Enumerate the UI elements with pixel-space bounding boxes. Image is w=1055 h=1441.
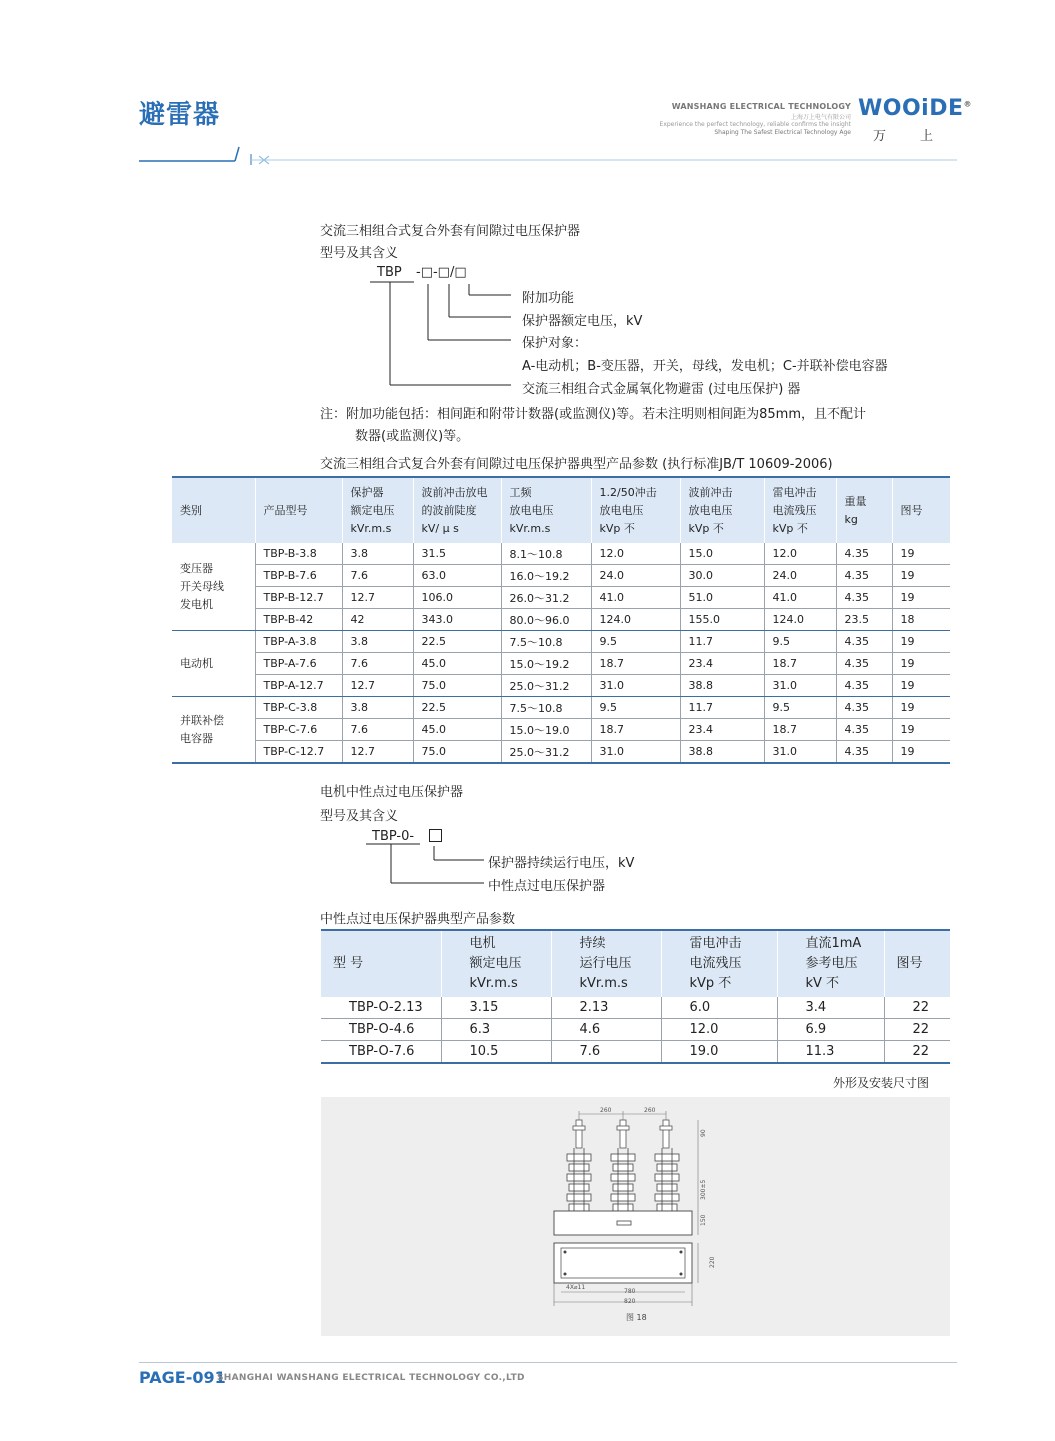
- table1-caption: 交流三相组合式复合外套有间隙过电压保护器典型产品参数 (执行标准JB/T 10609-2006): [320, 457, 833, 472]
- table-cell: 19: [892, 543, 950, 565]
- part2-model-code: TBP-0-: [372, 829, 415, 844]
- logo-cn-2: 上: [920, 129, 934, 144]
- part2-legend-item: 中性点过电压保护器: [488, 879, 606, 894]
- dim-label: 220: [709, 1256, 716, 1268]
- column-header-line: kV 不: [805, 976, 840, 991]
- column-header: [342, 477, 413, 543]
- table-cell: 9.5: [591, 697, 680, 719]
- neutral-protector-table: [321, 929, 950, 1064]
- column-header: [892, 477, 950, 543]
- dim-label: 90: [700, 1129, 707, 1137]
- column-header: [441, 930, 551, 997]
- table-cell: 41.0: [591, 587, 680, 609]
- dim-label: 260: [600, 1107, 612, 1114]
- table-cell: TBP-A-3.8: [255, 631, 342, 653]
- table-cell: 18: [892, 609, 950, 631]
- table-row: [172, 631, 950, 653]
- column-header-line: kg: [844, 512, 858, 526]
- column-header-line: kVr.m.s: [350, 521, 392, 535]
- column-header-line: kVr.m.s: [509, 521, 551, 535]
- table-cell: TBP-A-7.6: [255, 653, 342, 675]
- part1-title: 交流三相组合式复合外套有间隙过电压保护器: [320, 224, 581, 239]
- table-cell: 6.3: [441, 1019, 551, 1041]
- table-cell: 12.0: [764, 543, 836, 565]
- table-cell: 4.35: [836, 741, 892, 764]
- table-cell: 51.0: [680, 587, 764, 609]
- column-header-line: 雷电冲击: [689, 936, 742, 951]
- category-line: 变压器: [180, 561, 213, 575]
- part1-note-line2: 数器(或监测仪)等。: [355, 429, 470, 444]
- table-cell: 23.4: [680, 719, 764, 741]
- dim-label: 4X⌀11: [566, 1284, 586, 1291]
- table-cell: 41.0: [764, 587, 836, 609]
- table-cell: 6.9: [777, 1019, 884, 1041]
- table-cell: 12.7: [342, 741, 413, 764]
- legend-item: A-电动机；B-变压器，开关，母线，发电机；C-并联补偿电容器: [522, 359, 888, 374]
- table-cell: 9.5: [764, 631, 836, 653]
- column-header-line: 放电电压: [688, 503, 733, 517]
- part2-model-diagram: [364, 842, 486, 887]
- table-row: [172, 587, 950, 609]
- table-cell: 7.5～10.8: [501, 697, 591, 719]
- table-cell: 12.0: [661, 1019, 777, 1041]
- table-row: [172, 741, 950, 764]
- table-cell: 23.5: [836, 609, 892, 631]
- column-header-line: kV/ μ s: [421, 521, 459, 535]
- table-cell: 3.8: [342, 697, 413, 719]
- table-row: [321, 1019, 950, 1041]
- table-cell: 19: [892, 719, 950, 741]
- table-cell: 75.0: [413, 675, 501, 697]
- part2-title: 电机中性点过电压保护器: [320, 785, 464, 800]
- table-cell: 24.0: [591, 565, 680, 587]
- column-header-line: 放电电压: [509, 503, 554, 517]
- dim-label: 260: [644, 1107, 656, 1114]
- column-header-line: 电流残压: [772, 503, 817, 517]
- table-cell: 7.6: [342, 719, 413, 741]
- column-header-line: 保护器: [350, 485, 384, 499]
- table-cell: 3.8: [342, 631, 413, 653]
- model-placeholder-box: [429, 829, 442, 842]
- table-cell: 155.0: [680, 609, 764, 631]
- table-cell: 3.4: [777, 997, 884, 1019]
- table-cell: TBP-C-7.6: [255, 719, 342, 741]
- table-cell: 4.35: [836, 543, 892, 565]
- table-cell: 19: [892, 653, 950, 675]
- table-cell: TBP-C-12.7: [255, 741, 342, 764]
- column-header-line: 参考电压: [805, 956, 858, 971]
- table-cell: 19: [892, 565, 950, 587]
- brand-english: WANSHANG ELECTRICAL TECHNOLOGY: [671, 102, 851, 111]
- table-row: [321, 997, 950, 1019]
- table-cell: 31.0: [764, 675, 836, 697]
- column-header-line: kVp 不: [689, 976, 732, 991]
- table-cell: 22: [884, 1019, 950, 1041]
- part1-note-line1: 注：附加功能包括：相间距和附带计数器(或监测仪)等。若未注明则相间距为85mm，且不配计: [320, 407, 867, 422]
- table-cell: 22.5: [413, 631, 501, 653]
- column-header-line: kVp 不: [599, 521, 635, 535]
- column-header: [591, 477, 680, 543]
- table-cell: 4.35: [836, 565, 892, 587]
- table-cell: 19: [892, 587, 950, 609]
- table-cell: 18.7: [764, 719, 836, 741]
- table-row: [172, 609, 950, 631]
- column-header: [551, 930, 661, 997]
- slogan-1: Experience the perfect technology, reliable confirms the insight: [659, 121, 851, 128]
- table-cell: TBP-O-2.13: [321, 997, 441, 1019]
- header-rule: [139, 143, 959, 169]
- table-cell: 31.5: [413, 543, 501, 565]
- column-header: [764, 477, 836, 543]
- column-header-line: kVr.m.s: [579, 976, 628, 991]
- table-cell: 22: [884, 1041, 950, 1064]
- table-cell: 4.35: [836, 587, 892, 609]
- company-logo: [858, 96, 972, 121]
- table-cell: TBP-B-3.8: [255, 543, 342, 565]
- table-cell: 19: [892, 697, 950, 719]
- table-cell: 24.0: [764, 565, 836, 587]
- legend-item: 附加功能: [522, 291, 575, 306]
- column-header-line: 额定电压: [350, 503, 395, 517]
- table-cell: 12.7: [342, 587, 413, 609]
- table-cell: 18.7: [764, 653, 836, 675]
- table-row: [321, 1041, 950, 1064]
- legend-item: 保护器额定电压，kV: [522, 314, 643, 329]
- table-cell: 11.3: [777, 1041, 884, 1064]
- table-cell: 4.35: [836, 675, 892, 697]
- column-header-line: 运行电压: [579, 956, 632, 971]
- slogan-2: Shaping The Safest Electrical Technology Age: [714, 129, 851, 136]
- table-cell: 15.0～19.0: [501, 719, 591, 741]
- column-header-line: 的波前陡度: [421, 503, 477, 517]
- part2-model-heading: 型号及其含义: [320, 809, 399, 824]
- product-spec-table: [172, 476, 950, 764]
- dim-label: 150: [700, 1214, 707, 1226]
- category-line: 发电机: [180, 597, 213, 611]
- column-header-line: 电机: [469, 936, 496, 951]
- column-header: [321, 930, 441, 997]
- figure-label: 图 18: [626, 1313, 647, 1322]
- table-cell: TBP-O-7.6: [321, 1041, 441, 1064]
- table-cell: 3.15: [441, 997, 551, 1019]
- table-cell: 18.7: [591, 653, 680, 675]
- column-header: [172, 477, 255, 543]
- table-cell: 38.8: [680, 675, 764, 697]
- table-cell: 31.0: [764, 741, 836, 764]
- table-row: [172, 653, 950, 675]
- column-header: [884, 930, 950, 997]
- table-cell: 124.0: [764, 609, 836, 631]
- part1-model-code: TBP: [377, 265, 402, 280]
- table-cell: 9.5: [591, 631, 680, 653]
- category-cell: [172, 631, 255, 697]
- column-header-line: 波前冲击: [688, 485, 733, 499]
- table-header-row: [172, 477, 950, 543]
- column-header-line: kVp 不: [688, 521, 724, 535]
- column-header-line: 放电电压: [599, 503, 644, 517]
- category-line: 电容器: [180, 731, 213, 745]
- footer-rule: [139, 1362, 957, 1363]
- drawing-caption: 外形及安装尺寸图: [833, 1076, 930, 1090]
- dim-label: 820: [624, 1298, 636, 1305]
- table-cell: 63.0: [413, 565, 501, 587]
- registered-mark: ®: [963, 99, 973, 109]
- table-cell: 8.1～10.8: [501, 543, 591, 565]
- table-cell: 106.0: [413, 587, 501, 609]
- brand-chinese: 上海万上电气有限公司: [790, 114, 851, 121]
- category-cell: [172, 697, 255, 764]
- table-cell: 4.35: [836, 719, 892, 741]
- table-row: [172, 565, 950, 587]
- table-cell: 7.6: [551, 1041, 661, 1064]
- table-cell: 4.6: [551, 1019, 661, 1041]
- table-cell: 7.6: [342, 565, 413, 587]
- table-cell: 6.0: [661, 997, 777, 1019]
- table-cell: 343.0: [413, 609, 501, 631]
- table-cell: 11.7: [680, 697, 764, 719]
- column-header-line: 类别: [180, 503, 202, 517]
- table-cell: 22.5: [413, 697, 501, 719]
- column-header: [836, 477, 892, 543]
- column-header: [661, 930, 777, 997]
- column-header: [777, 930, 884, 997]
- column-header: [680, 477, 764, 543]
- table-cell: TBP-B-7.6: [255, 565, 342, 587]
- column-header-line: kVr.m.s: [469, 976, 518, 991]
- table-cell: 31.0: [591, 675, 680, 697]
- table-cell: 12.0: [591, 543, 680, 565]
- part1-model-suffix: -□-□/□: [416, 265, 467, 280]
- column-header-line: 额定电压: [469, 956, 522, 971]
- column-header-line: 波前冲击放电: [421, 485, 488, 499]
- table-cell: 4.35: [836, 631, 892, 653]
- category-line: 并联补偿: [180, 713, 224, 727]
- table-header-row: [321, 930, 950, 997]
- table-cell: TBP-A-12.7: [255, 675, 342, 697]
- table-cell: 19.0: [661, 1041, 777, 1064]
- page-number: PAGE-091: [139, 1368, 226, 1387]
- table-cell: 3.8: [342, 543, 413, 565]
- column-header: [413, 477, 501, 543]
- table-cell: 4.35: [836, 697, 892, 719]
- table-cell: 10.5: [441, 1041, 551, 1064]
- table-cell: 23.4: [680, 653, 764, 675]
- table-row: [172, 675, 950, 697]
- part2-legend-item: 保护器持续运行电压，kV: [488, 856, 635, 871]
- table-cell: 12.7: [342, 675, 413, 697]
- category-line: 开关母线: [180, 579, 224, 593]
- column-header-line: kVp 不: [772, 521, 808, 535]
- column-header-line: 重量: [844, 494, 867, 508]
- table-cell: TBP-O-4.6: [321, 1019, 441, 1041]
- column-header-line: 持续: [579, 936, 606, 951]
- legend-item: 保护对象：: [522, 336, 588, 351]
- table-cell: 22: [884, 997, 950, 1019]
- column-header: [255, 477, 342, 543]
- table-cell: 124.0: [591, 609, 680, 631]
- column-header-line: 图号: [896, 956, 923, 971]
- table-cell: 45.0: [413, 653, 501, 675]
- table-cell: 7.6: [342, 653, 413, 675]
- dim-label: 300±5: [700, 1179, 707, 1200]
- table-cell: 19: [892, 675, 950, 697]
- dim-label: 780: [624, 1288, 636, 1295]
- column-header-line: 型 号: [333, 956, 364, 971]
- table-cell: 2.13: [551, 997, 661, 1019]
- table-cell: 80.0～96.0: [501, 609, 591, 631]
- section-title: 避雷器: [139, 100, 221, 130]
- table-row: [172, 543, 950, 565]
- table-cell: 42: [342, 609, 413, 631]
- table-row: [172, 719, 950, 741]
- logo-text: WOOiDE: [858, 96, 964, 121]
- table-cell: 18.7: [591, 719, 680, 741]
- logo-cn-1: 万: [873, 129, 887, 144]
- table-cell: 25.0～31.2: [501, 675, 591, 697]
- table-cell: 11.7: [680, 631, 764, 653]
- category-cell: [172, 543, 255, 631]
- table-cell: 9.5: [764, 697, 836, 719]
- table-cell: 4.35: [836, 653, 892, 675]
- table-cell: 15.0～19.2: [501, 653, 591, 675]
- table-cell: 16.0～19.2: [501, 565, 591, 587]
- table-cell: TBP-B-12.7: [255, 587, 342, 609]
- table-cell: 75.0: [413, 741, 501, 764]
- part1-model-diagram: [368, 280, 513, 390]
- table-cell: 31.0: [591, 741, 680, 764]
- table2-caption: 中性点过电压保护器典型产品参数: [320, 912, 516, 927]
- table-cell: TBP-C-3.8: [255, 697, 342, 719]
- column-header-line: 1.2/50冲击: [599, 485, 657, 499]
- column-header-line: 工频: [509, 485, 532, 499]
- column-header-line: 电流残压: [689, 956, 742, 971]
- column-header: [501, 477, 591, 543]
- table-cell: 45.0: [413, 719, 501, 741]
- category-line: 电动机: [180, 656, 213, 670]
- table-cell: 38.8: [680, 741, 764, 764]
- legend-item: 交流三相组合式金属氧化物避雷 (过电压保护) 器: [522, 382, 801, 397]
- table-cell: 19: [892, 741, 950, 764]
- table-cell: 15.0: [680, 543, 764, 565]
- table-row: [172, 697, 950, 719]
- table-cell: 25.0～31.2: [501, 741, 591, 764]
- footer-company: SHANGHAI WANSHANG ELECTRICAL TECHNOLOGY CO.,LTD: [217, 1373, 525, 1383]
- table-cell: 30.0: [680, 565, 764, 587]
- table-cell: 26.0～31.2: [501, 587, 591, 609]
- part1-model-heading: 型号及其含义: [320, 246, 399, 261]
- table-cell: 7.5～10.8: [501, 631, 591, 653]
- column-header-line: 直流1mA: [805, 936, 862, 951]
- column-header-line: 图号: [900, 503, 923, 517]
- column-header-line: 产品型号: [263, 503, 308, 517]
- table-cell: TBP-B-42: [255, 609, 342, 631]
- table-cell: 19: [892, 631, 950, 653]
- column-header-line: 雷电冲击: [772, 485, 817, 499]
